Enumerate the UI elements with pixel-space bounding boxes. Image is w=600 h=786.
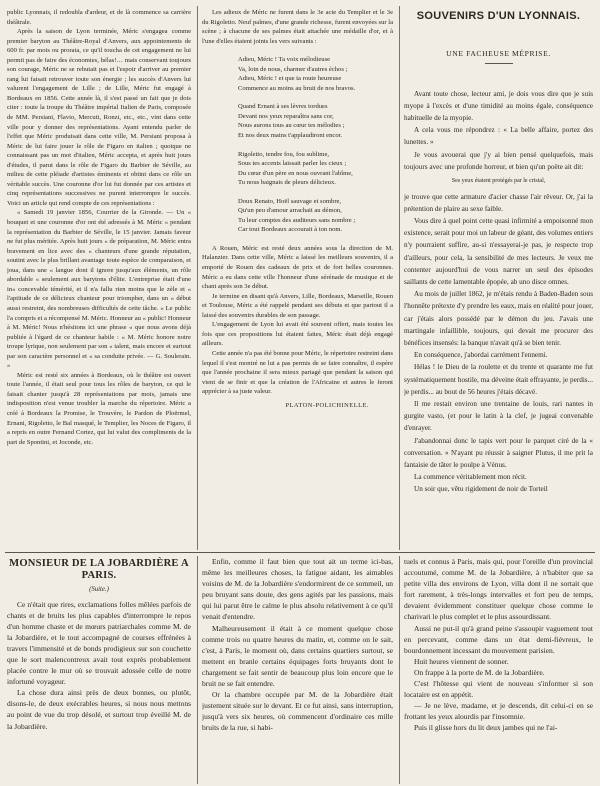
paragraph: Cette année n'a pas été bonne pour Méric, le répertoire restreint dans lequel il s'est montré ne lui a pas permis de se faire connaître, il espère que l'année prochaine il sera mieux partagé que pendant la saison qui vient de se finir et que la création de l'Africaine et autres le feront apprécier à sa juste valeur. bbox=[202, 349, 393, 396]
paragraph: Méric est resté six années à Bordeaux, où le théâtre est ouvert toute l'année, il était seul pour tous les rôles de baryton, ce qui le faisait chanter jusqu'à 28 représentations par mois, jamais une indisposition n'est venue troubler la marche du répertoire. Méric a créé à Bordeaux la Promise, le Trouvère, le Pardon de Ploërmel, Ernani, Rigoletto, le Bal masqué, le Templier, les Noces de Figaro, il a repris en outre Fernand Cortez, qui lui valut des compliments de la part de Spontini, et Joconde, etc. bbox=[7, 371, 191, 446]
verse-line: Rigoletto, tendre fou, fou sublime, bbox=[238, 150, 330, 158]
verse-line: Et nos deux mains t'applaudiront encor. bbox=[238, 132, 343, 140]
column-divider bbox=[197, 6, 198, 550]
paragraph: Je termine en disant qu'à Anvers, Lille, Bordeaux, Marseille, Rouen et Toulouse, Méric a été rappelé pendant ses débuts et que partout il a laissé des souvenirs durables de son passage. bbox=[202, 292, 393, 319]
article-subtitle-text: UNE FACHEUSE MÉPRISE. bbox=[446, 49, 551, 58]
verse-line: Car tout Bordeaux accourait à ton nom. bbox=[238, 226, 343, 234]
verse-line: Va, loin de nous, charmer d'autres échos ; bbox=[238, 65, 348, 73]
paragraph: Les adieux de Méric ne furent dans le 3e acte du Templier et le 3e du Rigoletto. Neuf palmes, d'une grande richesse, furent envoyées sur la scène ; à chacune de ses palmes était attachée une médaille d'or, et à l'une d'elles étaient joints les vers suivants : bbox=[202, 9, 393, 45]
paragraph: Hélas ! le Dieu de la roulette et du trente et quarante me fut systématiquement hostile, ma déveine était effrayante, je perdis... je perdis... au bout de 56 heures j'étais décavé. bbox=[404, 363, 593, 396]
feuilleton-title: MONSIEUR DE LA JOBARDIÈRE A PARIS. bbox=[9, 558, 189, 581]
verse-line: Commence au moins au bruit de nos bravos. bbox=[238, 84, 356, 92]
paragraph: A Rouen, Méric est resté deux années sous la direction de M. Halanzier. Dans cette ville, Méric a laissé les meilleurs souvenirs, il a emporté de Rouen des cadeaux de prix et de fort belles couronnes. Méric a eu dans cette ville l'honneur d'une sérénade de musique et de chant après son 3e début. bbox=[202, 244, 393, 291]
paragraph: Après la saison de Lyon terminée, Méric s'engagea comme premier baryton au Théâtre-Royal d'Anvers, aux appointements de 600 fr. par mois ou prorata, ce qu'il toucha de cet engagement ne lui permit pas de faire des économies, hélas!… mais conservant toujours son courage, Méric ne se rebutait pas et l'espoir d'arriver au premier rang lui faisait retrouver toute son énergie ; les succès d'Anvers lui valurent l'engagement de Lille ; de Lille, Méric fut engagé à Bordeaux en 1856. Cette année là, il s'est passé un fait que je dois citer : toute la troupe du Théâtre impérial Italien de Paris, composée de MM. Persiani, Flavio, Mercuti, Ronzi, etc., etc., vint dans cette ville pour y donner des représentations. Ayant entendu parler de l'effet que Méric produisait dans cette ville, M. Persiani proposa à Méric de lui faire jouer le rôle de Figaro en italien ; quoique ne connaissant pas un mot d'italien, Méric accepta, et après huit jours d'études, il parut dans le rôle de Figaro du Barbier de Séville, au milieu de cette pléiade d'artistes éminents et obtint dans ce rôle un véritable succès. Une couronne d'or lui fut donnée par ces artistes et cinq représentations successives ne purent interrompre le succès. Voici un article qui rend compte de ces représentations : bbox=[7, 28, 191, 207]
feuilleton-column-1 bbox=[7, 556, 191, 782]
article-column-3 bbox=[404, 8, 593, 550]
quoted-verse: Ses yeux étaient protégés par le cristal, bbox=[451, 177, 546, 184]
verse-line: Sous tes accents laissait parler les cieux ; bbox=[238, 160, 347, 168]
paragraph: En conséquence, j'abordai carrément l'ennemi. bbox=[414, 351, 548, 360]
verse-line: Tu nous baignais de pleurs délicieux. bbox=[238, 179, 336, 187]
poem-stanza bbox=[202, 102, 393, 140]
feuilleton-column-2 bbox=[202, 556, 393, 782]
paragraph: On frappe à la porte de M. de la Jobardière. bbox=[414, 667, 545, 677]
paragraph: Huit heures viennent de sonner. bbox=[414, 656, 509, 666]
verse-line: Nous aurons tous au cœur tes mélodies ; bbox=[238, 122, 345, 130]
paragraph: C'est l'hôtesse qui vient de nouveau s'informer si son locataire est en appétit. bbox=[404, 679, 593, 700]
verse-line: Tu leur comptes des auditeurs sans nombre ; bbox=[238, 216, 356, 224]
paragraph: Vous dire à quel point cette quasi infirmité a empoisonné mon existence, serait pour moi un labeur de géant, des volumes entiers n'y pourraient suffire, au-si n'essayerai-je pas, je respecte trop d'ailleurs, pour cela, la sensibilité de mes lecteurs. Je veux me contenter aujourd'hui de vous narrer un seul des épisodes saillants de cette lamentable épopée, ab uno disce omnes. bbox=[404, 216, 593, 286]
feuilleton-subtitle: (Suite.) bbox=[89, 586, 109, 593]
paragraph: La commence véritablement mon récit. bbox=[414, 473, 527, 482]
paragraph: Un soir que, vêtu rigidement de noir de Torteil bbox=[414, 485, 548, 494]
poem-stanza bbox=[202, 150, 393, 188]
feuilleton-column-3 bbox=[404, 556, 593, 782]
paragraph: tuels et connus à Paris, mais qui, pour l'oreille d'un provincial accoutumé, comme M. de la Jobardière, à n'habiter que sa petite villa des environs de Lyon, villa dont il ne sortait que fort rarement, à très-longs intervalles et fort peu de temps, devaient évidemment constituer quelque chose comme le charivari le plus complet et le plus assourdissant. bbox=[404, 557, 593, 622]
verse-line: Du cœur d'un père en nous ouvrant l'abîme, bbox=[238, 169, 353, 177]
paragraph: « Samedi 19 janvier 1856, Courrier de la Gironde. — Un « bouquet et une couronne d'or ont été adressés à M. Méric « pendant la représentation du Barbier de Séville, le 15 janvier. Jamais faveur ne fut plus méritée. Après huit jours « de préparation, M. Méric entra bravement en lice avec des « chanteurs d'une grande réputation, soutint avec le plus brillant avantage toute espèce de comparaison, et joua, dans une « langue dont il ignore jusqu'aux éléments, un rôle abordable « seulement aux barytons d'élite. L'entreprise était d'une in« concevable témérité, et il n'a fallu rien moins que le zèle et « l'aptitude de ce délicieux chanteur pour triompher, dans un « début aussi restreint, des nombreuses difficultés de cette tâche. « Le public l'a compris et a récompensé M. Méric. Honneur au « public! Honneur à M. Méric! Nous n'hésitons ici une phrase « que nous avons déjà publiée à l'égard de ce chanteur habile : « M. Méric honore notre troupe lyrique, non seulement par son « talent, mais encore et surtout par son caractère personnel et « sa conduite privée. — G. Soulerain. » bbox=[7, 209, 191, 370]
subtitle-rule bbox=[485, 63, 513, 64]
column-divider bbox=[399, 556, 400, 784]
verse-line: Quand Ernani à ses lèvres tordues bbox=[238, 103, 328, 111]
paragraph: J'abandonnai donc le tapis vert pour le parquet ciré de la « conversation. » N'ayant pu réussir à saigner Plutus, il me prit la fantaisie de tâter le poulpe à Vénus. bbox=[404, 436, 593, 469]
paragraph: L'engagement de Lyon lui avait été souvent offert, mais toutes les fois que ces propositions lui étaient faites, Méric était déjà engagé ailleurs. bbox=[202, 321, 393, 348]
paragraph: Au mois de juillet 1862, je m'étais rendu à Baden-Baden sous l'honnête prétexte d'y prendre les eaux, mais en réalité pour jouer, car j'étais alors possédé par le démon du jeu. J'avais une martingale infaillible, toujours, qui devait me procurer des bénéfices insensés: la banque n'avait qu'à se bien tenir. bbox=[404, 290, 593, 347]
paragraph: Il me restait environ une trentaine de louis, rari nantes in gurgite vasto, (et pour le latin à la clef, je jugeai convenable d'enrayer. bbox=[404, 399, 593, 433]
column-divider bbox=[399, 6, 400, 550]
paragraph: je trouve que cette armature d'acier chasse l'air rêveur. Or, j'ai la prétention de plaire au sexe faible. bbox=[404, 192, 593, 213]
paragraph: Or la chambre occupée par M. de la Jobardière était justement située sur le devant. Et ce fut ainsi, sans interruption, jusqu'à vers six heures, où commencent d'ordinaire ces mille bruits de la rue, si habi- bbox=[202, 690, 393, 733]
paragraph: Avant toute chose, lecteur ami, je dois vous dire que je suis myope à l'excès et d'une timidité au moins égale, conséquence habituelle de la myopie. bbox=[404, 89, 593, 122]
paragraph: A cela vous me répondrez : « La belle affaire, portez des lunettes. » bbox=[404, 126, 593, 147]
poem-stanza bbox=[202, 197, 393, 235]
paragraph: La chose dura ainsi près de deux bonnes, ou plutôt, disons-le, de deux exécrables heures, si nous nous mettons au point de vue du trop désolé, et surtout trop éveillé M. de la Jobardière. bbox=[7, 688, 191, 731]
paragraph: — Je ne lève, madame, et je descends, dit celui-ci en se frottant les yeux alourdis par l'insomnie. bbox=[404, 701, 593, 722]
feuilleton-rule bbox=[5, 552, 595, 553]
article-column-1 bbox=[7, 8, 191, 550]
paragraph: public Lyonnais, il redoubla d'ardeur, et de là commence sa carrière théâtrale. bbox=[7, 9, 191, 26]
article-subtitle bbox=[404, 49, 593, 64]
paragraph: Ce n'était que rires, exclamations folles mêlées parfois de chants et de bruits les plus capables d'interrompre le repos d'un homme chaste et de mœurs patriarchales comme M. de la Jobardière, et le tout accompagné de courses effrénées à travers l'immensité et de bonds prodigieux sur son couchette que le sort malencontreux avait tout exprès probablement placée contre le mur où se trouvait adossée celle de notre infortuné voyageur. bbox=[7, 599, 191, 687]
poem-stanza bbox=[202, 55, 393, 93]
verse-line: Adieu, Méric ! Ta voix mélodieuse bbox=[238, 56, 331, 64]
verse-line: Qu'un peu d'amour arrachait au démon, bbox=[238, 207, 342, 215]
verse-line: Adieu, Méric ! et que ta route heureuse bbox=[238, 75, 342, 83]
verse-line: Devant nos yeux reparaîtra sans cor, bbox=[238, 112, 334, 120]
column-divider bbox=[197, 556, 198, 784]
paragraph: Malheureusement il était à ce moment quelque chose comme trois ou quatre heures du matin, et, comme on le sait, c'est, à Paris, le moment où, dans certains quartiers surtout, se mettent en branle certains équipages forts bruyants dont le chargement se fait sentir de beaucoup plus loin encore que le bruit ne se fait entendre. bbox=[202, 623, 393, 689]
paragraph: Enfin, comme il faut bien que tout ait un terme ici-bas, même les meilleures choses, la fatigue aidant, les aimables voisins de M. de la Jobardière s'endormirent de ce sommeil, un peu bruyant sans doute, des gens agités par les passions, mais qui lui parut être le calme le plus absolu relativement à ce qu'il venait d'entendre. bbox=[202, 557, 393, 622]
paragraph: Puis il glisse hors du lit deux jambes qui ne l'ai- bbox=[414, 723, 558, 733]
paragraph: Aussi ne put-il qu'à grand peine s'assoupir vaguement tout en percevant, comme dans un état demi-fiévreux, le bourdonnement incessant du mouvement parisien. bbox=[404, 623, 593, 655]
verse-line: Doux Renato, Hoël sauvage et sombre, bbox=[238, 197, 342, 205]
author-signature: PLATON-POLICHINELLE. bbox=[285, 401, 369, 409]
paragraph: Je vous avouerai que j'y ai bien pensé quelquefois, mais toujours avec une profonde horreur, et bien qu'un poëte ait dit: bbox=[404, 150, 593, 171]
article-column-2 bbox=[202, 8, 393, 550]
section-heading: SOUVENIRS D'UN LYONNAIS. bbox=[416, 10, 581, 22]
